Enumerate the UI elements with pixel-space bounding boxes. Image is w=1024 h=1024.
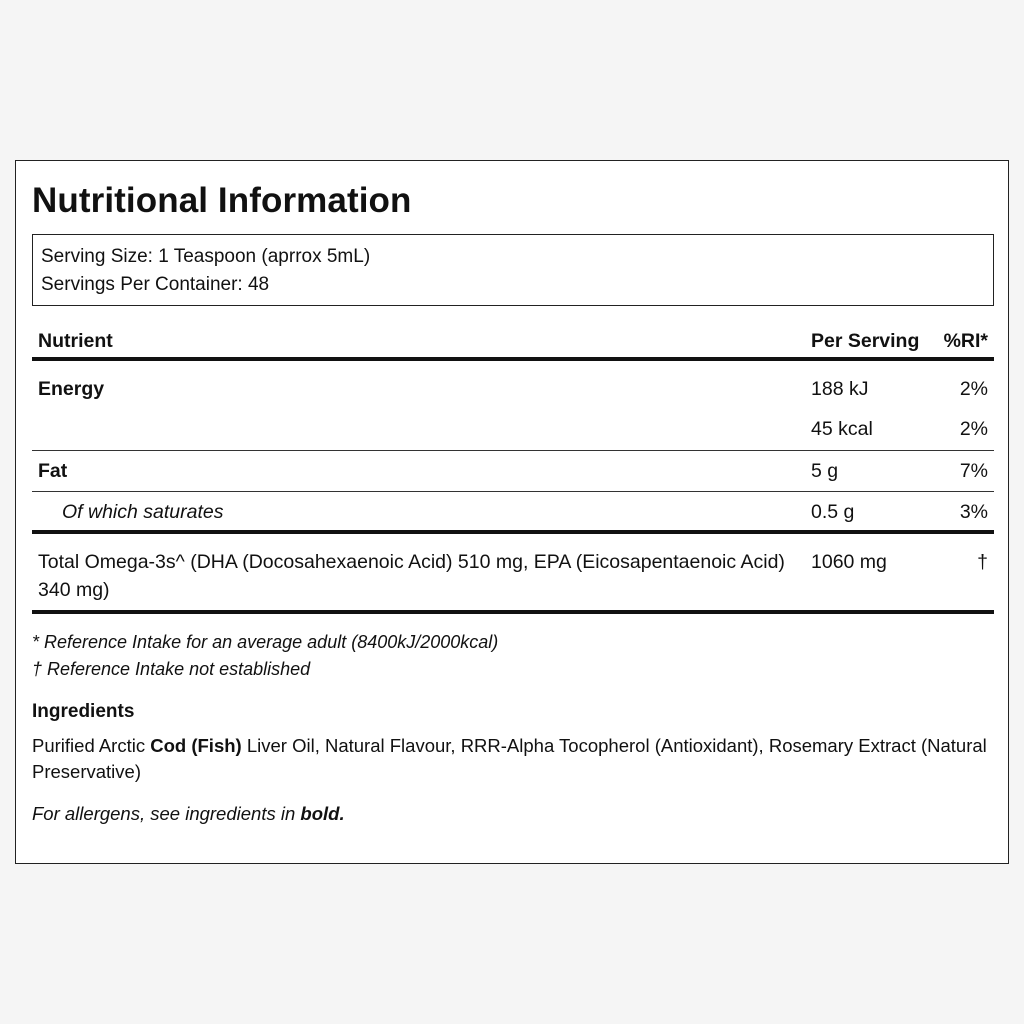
- table-row-saturates: [32, 492, 994, 534]
- dagger-footnote: † Reference Intake not established: [32, 659, 311, 679]
- omega-value: 1060 mg: [811, 551, 887, 573]
- omega-ri: †: [977, 551, 988, 573]
- ingredients-allergen: Cod (Fish): [150, 735, 242, 756]
- ingredients-text: [32, 733, 994, 785]
- fat-value: 5 g: [811, 460, 839, 482]
- energy-kcal-ri: 2%: [959, 418, 988, 440]
- saturates-value: 0.5 g: [811, 501, 855, 523]
- nutrition-panel: [15, 160, 1009, 864]
- saturates-label: Of which saturates: [62, 501, 224, 523]
- saturates-ri: 3%: [959, 501, 988, 523]
- header-per-serving: Per Serving: [811, 330, 920, 352]
- ingredients-part1: Purified Arctic: [32, 735, 151, 756]
- table-row-fat: [32, 451, 994, 492]
- energy-kj-ri: 2%: [959, 378, 988, 400]
- table-row-energy: [32, 361, 994, 451]
- nutrition-table: [32, 321, 994, 614]
- serving-size: Serving Size: 1 Teaspoon (aprrox 5mL): [41, 246, 371, 267]
- servings-per-container: Servings Per Container: 48: [41, 274, 270, 295]
- ingredients-heading: Ingredients: [32, 701, 135, 722]
- fat-ri: 7%: [959, 460, 988, 482]
- serving-info-box: [32, 234, 994, 306]
- energy-kj-value: 188 kJ: [811, 378, 869, 400]
- allergen-note: [32, 803, 345, 825]
- header-nutrient: Nutrient: [38, 330, 113, 352]
- table-row-omega: [32, 534, 994, 614]
- energy-kcal-value: 45 kcal: [811, 418, 873, 440]
- fat-label: Fat: [38, 460, 68, 482]
- ingredients-part2: Liver Oil, Natural Flavour, RRR-Alpha Tocopherol (Antioxidant), Rosemary Extract (Natural Preservative): [32, 735, 987, 782]
- footnotes: [32, 629, 994, 683]
- page-title: Nutritional Information: [32, 181, 412, 220]
- table-header-row: [32, 321, 994, 361]
- ri-footnote: * Reference Intake for an average adult (8400kJ/2000kcal): [32, 632, 499, 652]
- energy-label: Energy: [38, 378, 105, 400]
- header-ri: %RI*: [943, 330, 988, 352]
- allergen-note-bold: bold.: [300, 803, 345, 824]
- allergen-note-text: For allergens, see ingredients in: [32, 803, 301, 824]
- omega-label: Total Omega-3s^ (DHA (Docosahexaenoic Acid) 510 mg, EPA (Eicosapentaenoic Acid) 340 mg): [38, 551, 785, 601]
